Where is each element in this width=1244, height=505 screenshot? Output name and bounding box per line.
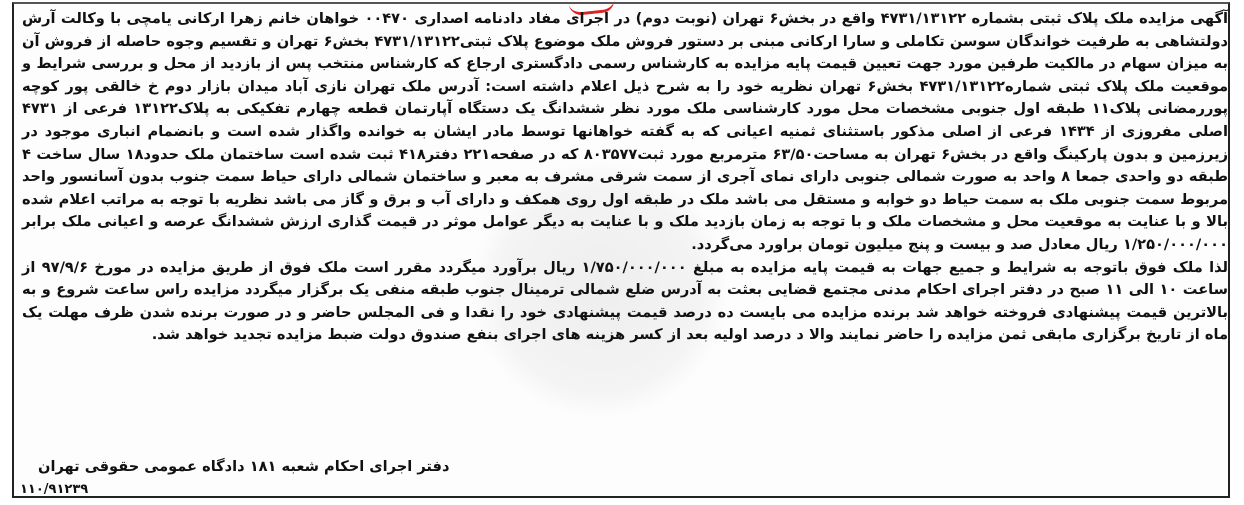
notice-paragraph-main: آگهی مزایده ملک پلاک ثبتی بشماره ۴۷۳۱/۱۳۱۲۲ واقع در بخش۶ تهران (نوبت دوم) در اجرای مفاد دادنامه اصداری ۰۰۴۷۰ خواهان خانم زهرا ارکانی یامچی با وکالت آرش دولتشاهی به طرفیت خواندگان سوسن تکاملی و سارا ارکانی مبنی بر دستور فروش ملک موضوع پلاک ثبتی۴۷۳۱/۱۳۱۲۲ بخش۶ تهران و تقسیم وجوه حاصله از فروش آن به میزان سهام در مالکیت طرفین مورد جهت تعیین قیمت پایه مزایده به کارشناس رسمی دادگستری ارجاع که کارشناس منتخب پس از بازدید از محل و بررسی شرایط و موقعیت ملک پلاک ثبتی شماره۴۷۳۱/۱۳۱۲۲ بخش۶ تهران نظریه خود را به شرح ذیل اعلام داشته است: آدرس ملک تهران نازی آباد میدان بازار دوم خ خالقی پور کوچه پوررمضانی پلاک۱۱ طبقه اول جنوبی مشخصات محل مورد کارشناسی ملک مورد نظر ششدانگ یک دستگاه آپارتمان قطعه چهارم تفکیکی به پلاک۱۳۱۲۲ فرعی از ۴۷۳۱ اصلی مفروزی از ۱۴۳۴ فرعی از اصلی مذکور باستثنای ثمنیه اعیانی که به گفته خواهانها توسط مادر ایشان به خوانده واگذار شده است و بانضمام انباری موجود در زیرزمین و بدون پارکینگ واقع در بخش۶ تهران به مساحت۶۳/۵۰ مترمربع مورد ثبت۸۰۳۵۷۷ که در صفحه۲۲۱ دفتر۴۱۸ ثبت شده است ساختمان ملک حدود۱۸ سال ساخت ۴ طبقه دو واحدی جمعا ۸ واحد به صورت شمالی جنوبی دارای نمای آجری از سمت شرقی مشرف به معبر و ساختمان شمالی دارای حیاط سمت جنوب بدون آسانسور واحد مربوط سمت جنوبی ملک به سمت حیاط دو خوابه و مستقل می باشد ملک در طبقه اول روی همکف و دارای آب و برق و گاز می باشد نظریه با توجه به مراتب اعلام شده بالا و با عنایت به موقعیت محل و مشخصات ملک و با توجه به زمان بازدید ملک و با عنایت به دیگر عوامل موثر در قیمت گذاری ارزش ششدانگ عرصه و اعیانی ملک برابر ۱/۲۵۰/۰۰۰/۰۰۰ ریال معادل صد و بیست و پنج میلیون تومان براورد می‌گردد. [22, 10, 1229, 253]
issuer-signature: دفتر اجرای احکام شعبه ۱۸۱ دادگاه عمومی حقوقی تهران [38, 458, 450, 475]
notice-paragraph-auction: لذا ملک فوق باتوجه به شرایط و جمیع جهات به قیمت پایه مزایده به مبلغ ۱/۷۵۰/۰۰۰/۰۰۰ ریال برآورد میگردد مقرر است ملک فوق از طریق مزایده در مورخ ۹۷/۹/۶ از ساعت ۱۰ الی ۱۱ صبح در دفتر اجرای احکام مدنی مجتمع قضایی بعثت به آدرس ضلع شمالی ترمینال جنوب طبقه منفی یک برگزار میگردد مزایده راس ساعت شروع و به بالاترین قیمت پیشنهادی فروخته خواهد شد برنده مزایده می بایست ده درصد قیمت پیشنهادی خود را نقدا و فی المجلس حاضر و در صورت برنده شدن ظرف مهلت یک ماه از تاریخ برگزاری مابقی ثمن مزایده را حاضر نمایند والا د درصد اولیه بعد از کسر هزینه های اجرای بنفع صندوق دولت ضبط مزایده تجدید خواهد شد. [22, 258, 1228, 344]
notice-footer [30, 458, 1222, 478]
notice-body [22, 8, 1228, 347]
reference-number: ۱۱۰/۹۱۲۳۹ [20, 482, 89, 497]
